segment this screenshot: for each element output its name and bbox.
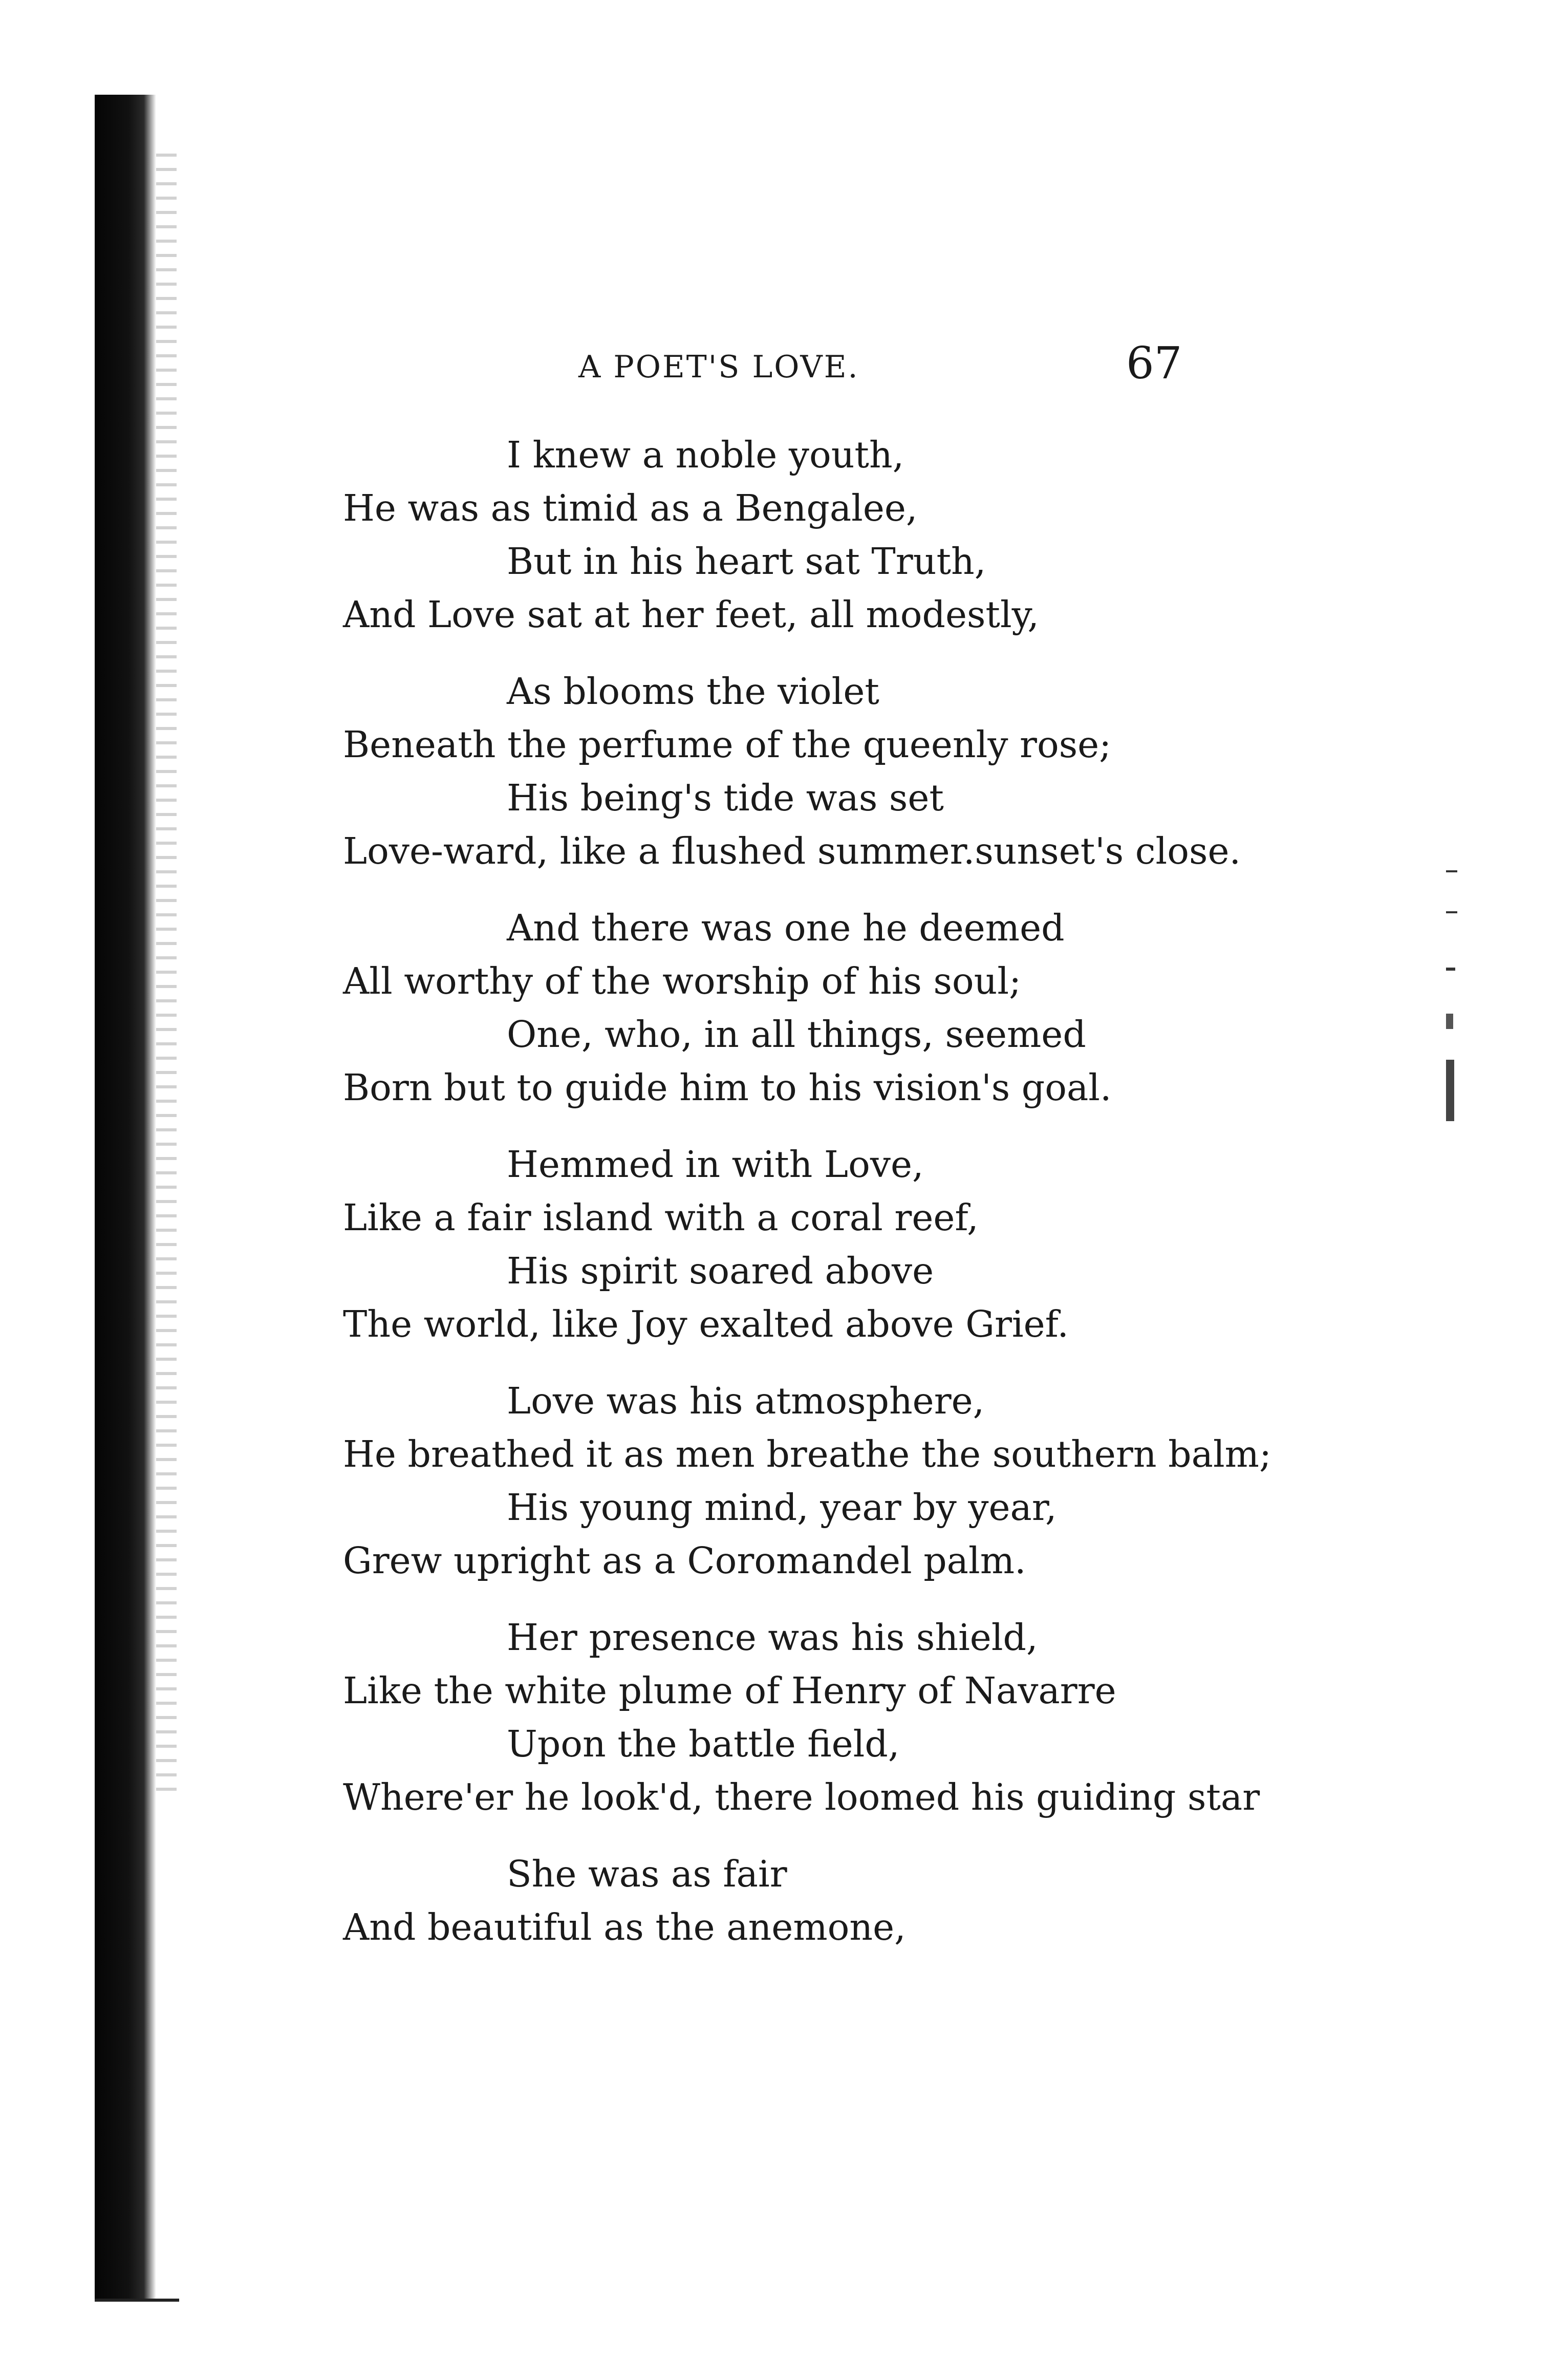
poem-line: Beneath the perfume of the queenly rose; [343, 723, 1112, 766]
edge-mark [1446, 1060, 1454, 1121]
poem-line: The world, like Joy exalted above Grief. [343, 1303, 1069, 1345]
poem-line: I knew a noble youth, [507, 434, 904, 476]
poem-line: Like the white plume of Henry of Navarre [343, 1669, 1116, 1712]
poem-line: Like a fair island with a coral reef, [343, 1196, 979, 1239]
poem-line: Her presence was his shield, [507, 1616, 1038, 1659]
poem-line: Born but to guide him to his vision's goal. [343, 1066, 1112, 1109]
poem-line: And beautiful as the anemone, [343, 1906, 906, 1948]
poem-line: She was as fair [507, 1853, 787, 1895]
running-title: A POET'S LOVE. [578, 349, 859, 385]
poem-line: Love-ward, like a flushed summer.sunset's close. [343, 830, 1241, 872]
poem-line: All worthy of the worship of his soul; [343, 960, 1022, 1002]
poem-line: Upon the battle field, [507, 1723, 900, 1765]
poem-line: One, who, in all things, seemed [507, 1013, 1086, 1056]
binding-edge [95, 95, 156, 2301]
binding-foot [95, 2299, 179, 2302]
gutter-shadow [156, 154, 177, 1792]
poem-line: He was as timid as a Bengalee, [343, 487, 918, 529]
poem-line: His being's tide was set [507, 777, 944, 819]
edge-mark [1446, 911, 1457, 913]
poem-line: His spirit soared above [507, 1250, 934, 1292]
poem-line: His young mind, year by year, [507, 1486, 1057, 1529]
edge-mark [1446, 968, 1455, 971]
poem-line: And Love sat at her feet, all modestly, [343, 593, 1039, 636]
poem-line: He breathed it as men breathe the southern balm; [343, 1433, 1271, 1475]
poem-line: And there was one he deemed [507, 907, 1065, 949]
edge-mark [1446, 1014, 1453, 1029]
poem-line: Love was his atmosphere, [507, 1380, 985, 1422]
page-number: 67 [1126, 338, 1182, 389]
poem-line: As blooms the violet [507, 670, 879, 713]
poem-line: But in his heart sat Truth, [507, 540, 986, 583]
poem-line: Where'er he look'd, there loomed his guiding star [343, 1776, 1260, 1818]
poem-line: Hemmed in with Love, [507, 1143, 924, 1186]
poem-line: Grew upright as a Coromandel palm. [343, 1539, 1026, 1582]
edge-mark [1446, 870, 1457, 872]
